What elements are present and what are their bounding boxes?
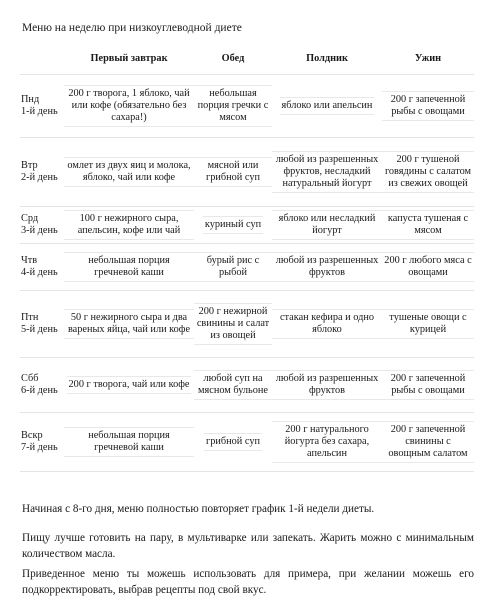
table-row <box>20 138 474 207</box>
lunch-text: грибной суп <box>204 433 262 451</box>
snack-cell <box>272 291 382 358</box>
snack-text: яблоко или апельсин <box>280 97 375 115</box>
dinner-text: 200 г запеченной рыбы с овощами <box>382 91 474 121</box>
breakfast-text: небольшая порция гречневой каши <box>64 427 194 457</box>
day-number: 6-й день <box>21 385 58 396</box>
lunch-text: любой суп на мясном бульоне <box>194 370 272 400</box>
day-cell <box>20 138 64 207</box>
breakfast-cell <box>64 291 194 358</box>
breakfast-text: омлет из двух яиц и молока, яблоко, чай или кофе <box>64 157 194 187</box>
snack-text: стакан кефира и одно яблоко <box>272 309 382 339</box>
dinner-text: 200 г запеченной рыбы с овощами <box>382 370 474 400</box>
day-cell <box>20 413 64 472</box>
breakfast-cell <box>64 358 194 413</box>
day-abbr: Птн <box>21 312 39 323</box>
day-abbr: Сбб <box>21 373 39 384</box>
snack-text: любой из разрешенных фруктов, несладкий натуральный йогурт <box>272 151 382 193</box>
breakfast-text: 100 г нежирного сыра, апельсин, кофе или чай <box>64 210 194 240</box>
dinner-cell <box>382 138 474 207</box>
day-abbr: Срд <box>21 213 39 224</box>
dinner-text: тушеные овощи с курицей <box>382 309 474 339</box>
day-cell <box>20 207 64 244</box>
day-number: 3-й день <box>21 225 58 236</box>
day-cell <box>20 75 64 138</box>
dinner-text: 200 г любого мяса с овощами <box>382 252 474 282</box>
table-row <box>20 358 474 413</box>
snack-text: 200 г натурального йогурта без сахара, апельсин <box>272 421 382 463</box>
dinner-cell <box>382 244 474 291</box>
table-header-row <box>20 44 474 75</box>
day-number: 4-й день <box>21 267 58 278</box>
dinner-cell <box>382 358 474 413</box>
header-lunch: Обед <box>194 44 272 75</box>
lunch-text: куриный суп <box>203 216 263 234</box>
paragraph-repeat-note: Начиная с 8-го дня, меню полностью повторяет график 1-й недели диеты. <box>22 503 375 515</box>
snack-text: любой из разрешенных фруктов <box>272 252 382 282</box>
day-abbr: Вскр <box>21 430 43 441</box>
dinner-text: 200 г тушеной говядины с салатом из свежих овощей <box>382 151 474 193</box>
day-number: 1-й день <box>21 106 58 117</box>
breakfast-text: 200 г творога, 1 яблоко, чай или кофе (обязательно без сахара!) <box>64 85 194 127</box>
day-number: 7-й день <box>21 442 58 453</box>
lunch-cell <box>194 358 272 413</box>
paragraph-customize-note: Приведенное меню ты можешь использовать для примера, при желании можешь его подкорректировать, выбрав рецепты под свой вкус. <box>22 568 474 596</box>
lunch-text: мясной или грибной суп <box>194 157 272 187</box>
dinner-cell <box>382 291 474 358</box>
header-dinner: Ужин <box>382 44 474 75</box>
breakfast-text: 200 г творога, чай или кофе <box>67 376 192 394</box>
snack-cell <box>272 413 382 472</box>
day-cell <box>20 291 64 358</box>
dinner-text: 200 г запеченной свинины с овощным салатом <box>382 421 474 463</box>
header-snack: Полдник <box>272 44 382 75</box>
paragraph-cooking-advice: Пищу лучше готовить на пару, в мультиварке или запекать. Жарить можно с минимальным количеством масла. <box>22 532 474 560</box>
snack-cell <box>272 138 382 207</box>
day-cell <box>20 244 64 291</box>
breakfast-cell <box>64 75 194 138</box>
page-title: Меню на неделю при низкоуглеводной диете <box>22 22 242 34</box>
table-row <box>20 75 474 138</box>
lunch-cell <box>194 413 272 472</box>
snack-cell <box>272 75 382 138</box>
breakfast-cell <box>64 244 194 291</box>
snack-cell <box>272 244 382 291</box>
table-row <box>20 291 474 358</box>
lunch-text: бурый рис с рыбой <box>194 252 272 282</box>
dinner-cell <box>382 207 474 244</box>
table-row <box>20 244 474 291</box>
breakfast-text: 50 г нежирного сыра и два вареных яйца, чай или кофе <box>64 309 194 339</box>
day-number: 2-й день <box>21 172 58 183</box>
breakfast-cell <box>64 138 194 207</box>
dinner-cell <box>382 75 474 138</box>
snack-text: яблоко или несладкий йогурт <box>272 210 382 240</box>
dinner-cell <box>382 413 474 472</box>
lunch-cell <box>194 138 272 207</box>
header-day <box>20 44 64 75</box>
day-cell <box>20 358 64 413</box>
lunch-cell <box>194 244 272 291</box>
lunch-cell <box>194 291 272 358</box>
day-number: 5-й день <box>21 324 58 335</box>
header-breakfast: Первый завтрак <box>64 44 194 75</box>
breakfast-text: небольшая порция гречневой каши <box>64 252 194 282</box>
lunch-text: небольшая порция гречки с мясом <box>194 85 272 127</box>
snack-cell <box>272 207 382 244</box>
snack-text: любой из разрешенных фруктов <box>272 370 382 400</box>
table-row <box>20 413 474 472</box>
snack-cell <box>272 358 382 413</box>
day-abbr: Чтв <box>21 255 38 266</box>
lunch-cell <box>194 207 272 244</box>
lunch-cell <box>194 75 272 138</box>
dinner-text: капуста тушеная с мясом <box>382 210 474 240</box>
table-row <box>20 207 474 244</box>
diet-menu-table <box>20 44 474 472</box>
breakfast-cell <box>64 207 194 244</box>
lunch-text: 200 г нежирной свинины и салат из овощей <box>194 303 272 345</box>
day-abbr: Пнд <box>21 94 40 105</box>
breakfast-cell <box>64 413 194 472</box>
day-abbr: Втр <box>21 160 38 171</box>
